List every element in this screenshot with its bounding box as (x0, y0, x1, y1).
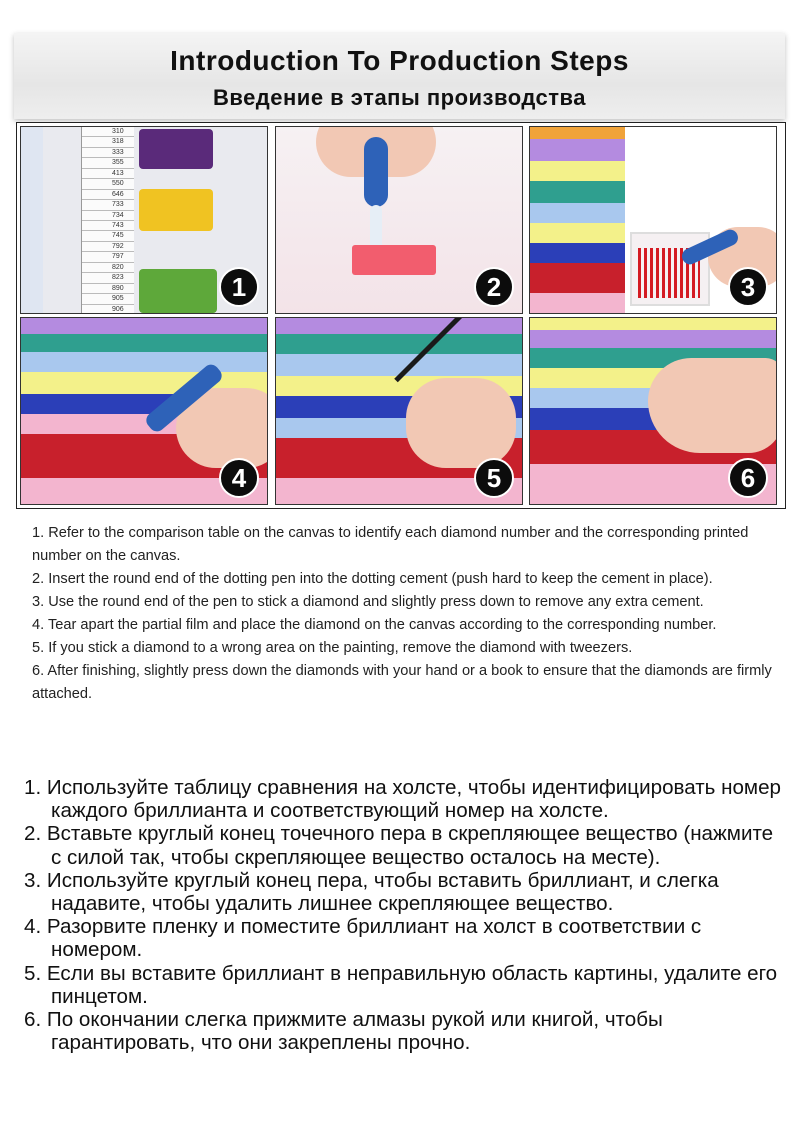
title-russian: Введение в этапы производства (212, 85, 587, 110)
table-row: 734 (82, 211, 134, 221)
step-en-3: 3. Use the round end of the pen to stick a diamond and slightly press down to remove any extra cement. (32, 594, 704, 610)
table-row: 906 (82, 305, 134, 314)
hand (406, 378, 516, 468)
table-row: 745 (82, 231, 134, 241)
instructions-english (32, 522, 777, 706)
table-row: 743 (82, 221, 134, 231)
table-row: 823 (82, 273, 134, 283)
step-en-6: 6. After finishing, slightly press down the diamonds with your hand or a book to ensure that the diamonds are firmly attached. (32, 663, 772, 702)
photo-step-3 (529, 126, 777, 314)
table-row: 310 (82, 127, 134, 137)
table-row: 792 (82, 242, 134, 252)
step-number-badge: 4 (219, 458, 259, 498)
comparison-table (81, 127, 134, 314)
step-number-badge: 2 (474, 267, 514, 307)
step-ru-1: 1. Используйте таблицу сравнения на холсте, чтобы идентифицировать номер каждого бриллианта и соответствующий номер на холсте. (24, 776, 782, 823)
table-row: 797 (82, 252, 134, 262)
diamond-canvas (530, 127, 625, 313)
photo-step-2 (275, 126, 523, 314)
title-english: Introduction To Production Steps (170, 45, 629, 76)
page-header (14, 33, 785, 119)
yellow-diamond-bag (139, 189, 213, 231)
table-row: 820 (82, 263, 134, 273)
table-row: 646 (82, 190, 134, 200)
step-en-5: 5. If you stick a diamond to a wrong area on the painting, remove the diamond with tweezers. (32, 640, 633, 656)
table-row: 550 (82, 179, 134, 189)
photo-step-5 (275, 317, 523, 505)
table-row: 355 (82, 158, 134, 168)
dotting-pen-grip (364, 137, 388, 207)
step-ru-3: 3. Используйте круглый конец пера, чтобы вставить бриллиант, и слегка надавите, чтобы удалить лишнее скрепляющее вещество. (24, 868, 719, 916)
green-diamond-bag (139, 269, 217, 313)
step-ru-4: 4. Разорвите пленку и поместите бриллиант на холст в соответствии с номером. (24, 915, 702, 962)
purple-diamond-bag (139, 129, 213, 169)
step-en-2: 2. Insert the round end of the dotting pen into the dotting cement (push hard to keep the cement in place). (32, 571, 713, 587)
step-en-4: 4. Tear apart the partial film and place the diamond on the canvas according to the corresponding number. (32, 617, 717, 633)
instructions-russian (24, 776, 784, 1054)
step-ru-5: 5. Если вы вставите бриллиант в неправильную область картины, удалите его пинцетом. (24, 961, 778, 1008)
dotting-cement (352, 245, 436, 275)
hand (648, 358, 777, 453)
table-row: 890 (82, 284, 134, 294)
canvas-edge (21, 127, 43, 314)
photo-step-6 (529, 317, 777, 505)
photo-step-1 (20, 126, 268, 314)
photo-step-4 (20, 317, 268, 505)
step-number-badge: 6 (728, 458, 768, 498)
table-row: 413 (82, 169, 134, 179)
step-number-badge: 3 (728, 267, 768, 307)
step-en-1: 1. Refer to the comparison table on the canvas to identify each diamond number and the corresponding printed number on the canvas. (32, 525, 749, 564)
steps-photo-grid (16, 122, 786, 509)
step-ru-6: 6. По окончании слегка прижмите алмазы рукой или книгой, чтобы гарантировать, что они закреплены прочно. (24, 1008, 663, 1055)
table-row: 905 (82, 294, 134, 304)
table-row: 318 (82, 137, 134, 147)
table-row: 733 (82, 200, 134, 210)
step-ru-2: 2. Вставьте круглый конец точечного пера в скрепляющее вещество (нажмите с силой так, чтобы скрепляющее вещество осталось на месте). (24, 822, 774, 869)
table-row: 333 (82, 148, 134, 158)
step-number-badge: 1 (219, 267, 259, 307)
step-number-badge: 5 (474, 458, 514, 498)
